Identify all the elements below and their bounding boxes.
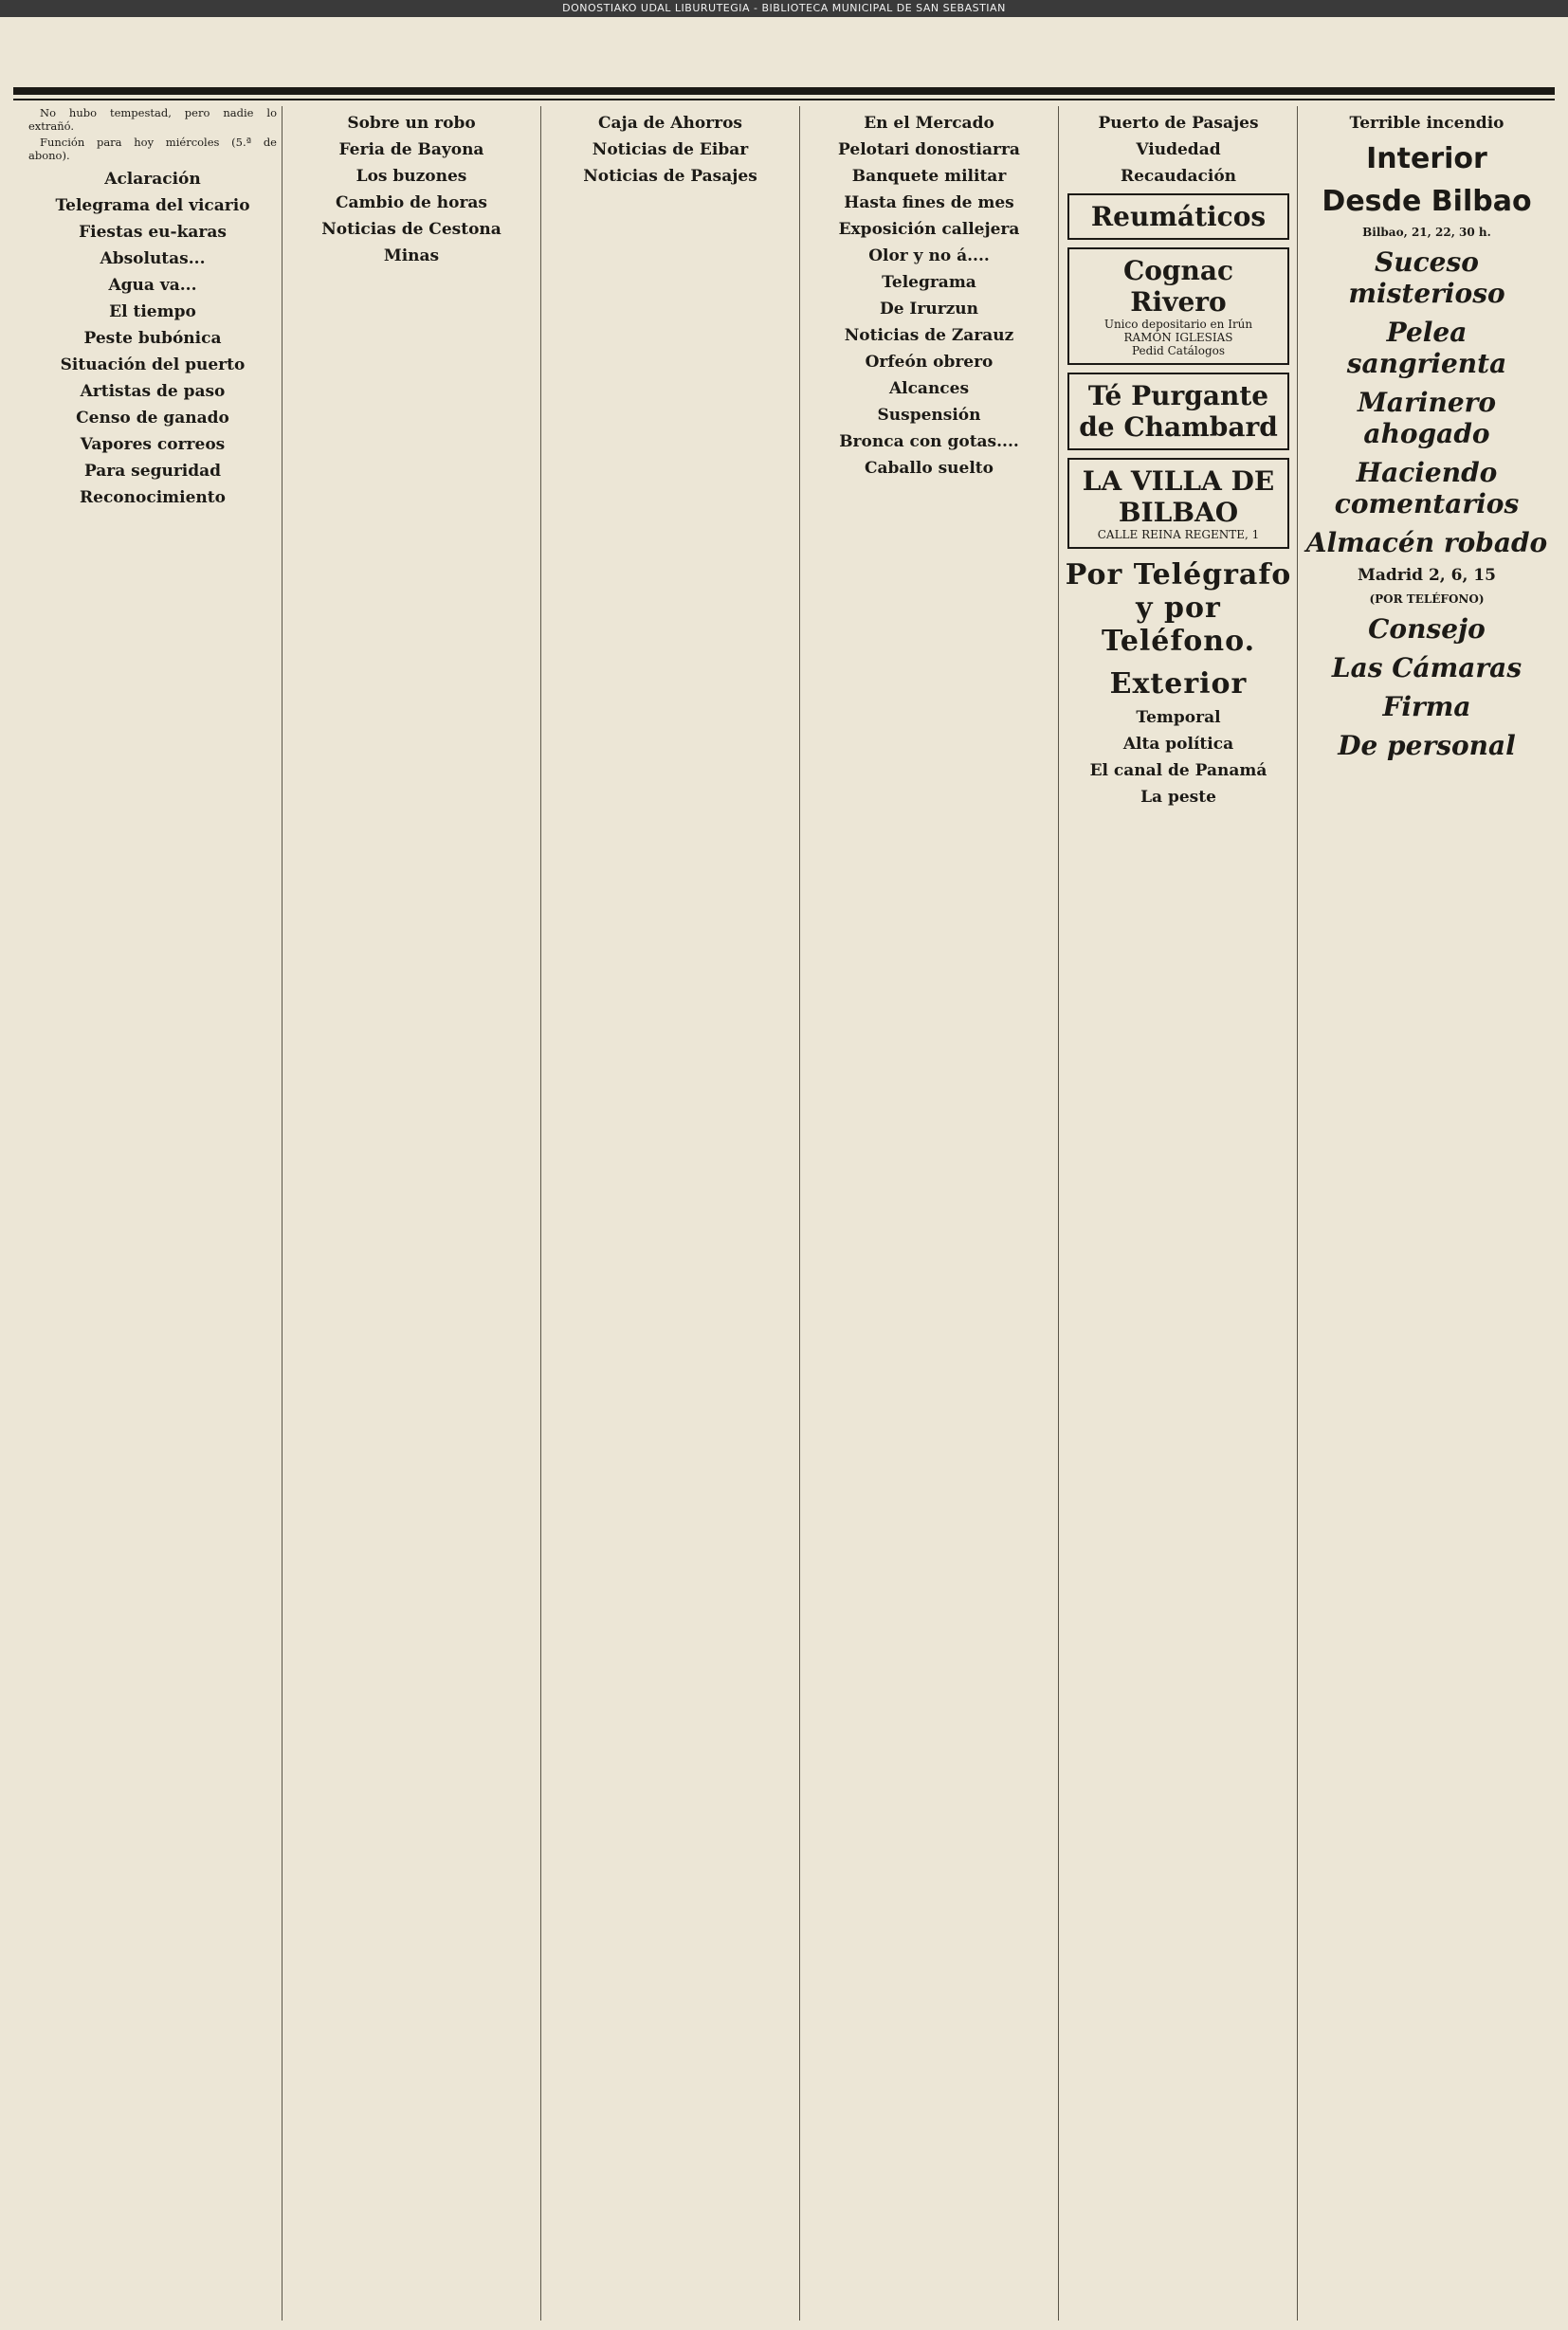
article-heading: Telegrama bbox=[882, 273, 976, 292]
article-heading: Cambio de horas bbox=[336, 193, 487, 212]
advertisement bbox=[1067, 373, 1289, 450]
article-heading: Aclaración bbox=[104, 170, 201, 189]
article-heading: Caja de Ahorros bbox=[598, 114, 742, 133]
article-heading: Exterior bbox=[1109, 667, 1248, 701]
article-heading: Para seguridad bbox=[83, 462, 222, 481]
article-heading: De personal bbox=[1338, 730, 1516, 761]
advertisement bbox=[1067, 458, 1289, 549]
column-6 bbox=[1303, 106, 1551, 2321]
article-subheading: Bilbao, 21, 22, 30 h. bbox=[1362, 226, 1491, 239]
advertisement bbox=[1067, 193, 1289, 240]
column-separator bbox=[540, 106, 541, 2321]
article-heading: El canal de Panamá bbox=[1089, 761, 1267, 780]
ad-note: Pedid Catálogos bbox=[1131, 344, 1226, 357]
article-heading: Alta política bbox=[1122, 735, 1234, 754]
article-heading: Artistas de paso bbox=[80, 382, 226, 401]
ad-sub: CALLE REINA REGENTE, 1 bbox=[1097, 528, 1260, 541]
article-heading: Censo de ganado bbox=[76, 409, 229, 428]
article-heading: Viudedad bbox=[1136, 140, 1221, 159]
article-heading: Marinero ahogado bbox=[1357, 387, 1497, 449]
article-heading: La peste bbox=[1140, 788, 1216, 807]
masthead-band bbox=[0, 0, 1568, 17]
ad-title: Reumáticos bbox=[1090, 201, 1267, 232]
article-heading: Terrible incendio bbox=[1349, 114, 1504, 133]
article-heading: Absolutas... bbox=[100, 249, 206, 268]
article-heading: Hasta fines de mes bbox=[844, 193, 1014, 212]
article-heading: Orfeón obrero bbox=[865, 353, 994, 372]
article-heading: Noticias de Zarauz bbox=[844, 326, 1014, 345]
article-subheading: (POR TELÉFONO) bbox=[1369, 592, 1485, 606]
column-1 bbox=[28, 106, 277, 2321]
article-heading: Almacén robado bbox=[1305, 527, 1548, 558]
article-heading: Sobre un robo bbox=[347, 114, 476, 133]
article-heading: Banquete militar bbox=[851, 167, 1007, 186]
advertisement bbox=[1067, 247, 1289, 365]
article-heading: Noticias de Cestona bbox=[321, 220, 501, 239]
article-heading: Puerto de Pasajes bbox=[1098, 114, 1259, 133]
article-heading: Olor y no á.... bbox=[868, 246, 990, 265]
article-heading: Noticias de Pasajes bbox=[583, 167, 757, 186]
column-separator bbox=[1058, 106, 1059, 2321]
column-separator bbox=[282, 106, 283, 2321]
column-separator bbox=[1297, 106, 1298, 2321]
article-heading: Telegrama del vicario bbox=[55, 196, 250, 215]
article-heading: Haciendo comentarios bbox=[1334, 457, 1520, 519]
article-text: Función para hoy miércoles (5.ª de abono). bbox=[28, 136, 277, 162]
article-heading: Agua va... bbox=[108, 276, 197, 295]
article-heading: Interior bbox=[1366, 142, 1487, 175]
article-heading: Las Cámaras bbox=[1331, 652, 1522, 683]
ad-title: LA VILLA DE BILBAO bbox=[1082, 465, 1275, 528]
article-heading: Bronca con gotas.... bbox=[839, 432, 1019, 451]
article-heading: Por Telégrafo y por Teléfono. bbox=[1065, 558, 1292, 658]
ad-sub: Unico depositario en Irún bbox=[1103, 318, 1253, 331]
column-3 bbox=[546, 106, 794, 2321]
article-heading: Feria de Bayona bbox=[338, 140, 484, 159]
article-heading: Vapores correos bbox=[80, 435, 226, 454]
top-rule-thin bbox=[13, 99, 1555, 100]
article-heading: Recaudación bbox=[1120, 167, 1237, 186]
column-5 bbox=[1064, 106, 1293, 2321]
article-text: No hubo tempestad, pero nadie lo extrañó. bbox=[28, 106, 277, 133]
article-heading: Exposición callejera bbox=[838, 220, 1020, 239]
article-heading: Fiestas eu-karas bbox=[79, 223, 227, 242]
column-2 bbox=[287, 106, 536, 2321]
top-rule bbox=[13, 87, 1555, 95]
ad-name: RAMÓN IGLESIAS bbox=[1123, 331, 1233, 344]
article-heading: Desde Bilbao bbox=[1322, 185, 1532, 218]
ad-title: Cognac Rivero bbox=[1122, 255, 1234, 318]
article-heading: Suceso misterioso bbox=[1348, 246, 1505, 309]
article-heading: Firma bbox=[1382, 691, 1471, 722]
article-heading: Minas bbox=[383, 246, 440, 265]
column-4 bbox=[805, 106, 1053, 2321]
article-heading: Noticias de Eibar bbox=[592, 140, 749, 159]
article-heading: Los buzones bbox=[356, 167, 467, 186]
article-heading: De Irurzun bbox=[879, 300, 979, 319]
masthead-text: DONOSTIAKO UDAL LIBURUTEGIA - BIBLIOTECA MUNICIPAL DE SAN SEBASTIAN bbox=[562, 2, 1006, 14]
ad-title: Té Purgante de Chambard bbox=[1079, 380, 1278, 443]
article-heading: El tiempo bbox=[109, 302, 196, 321]
article-heading: Peste bubónica bbox=[83, 329, 222, 348]
column-separator bbox=[799, 106, 800, 2321]
article-heading: Pelotari donostiarra bbox=[838, 140, 1020, 159]
article-heading: Reconocimiento bbox=[80, 488, 226, 507]
article-heading: Consejo bbox=[1368, 613, 1486, 645]
article-heading: Pelea sangrienta bbox=[1346, 317, 1507, 379]
article-heading: Situación del puerto bbox=[60, 355, 246, 374]
article-heading: Caballo suelto bbox=[864, 459, 994, 478]
article-heading: En el Mercado bbox=[864, 114, 994, 133]
article-heading: Suspensión bbox=[877, 406, 981, 425]
article-heading: Madrid 2, 6, 15 bbox=[1358, 566, 1496, 585]
article-heading: Temporal bbox=[1136, 708, 1221, 727]
article-heading: Alcances bbox=[888, 379, 970, 398]
